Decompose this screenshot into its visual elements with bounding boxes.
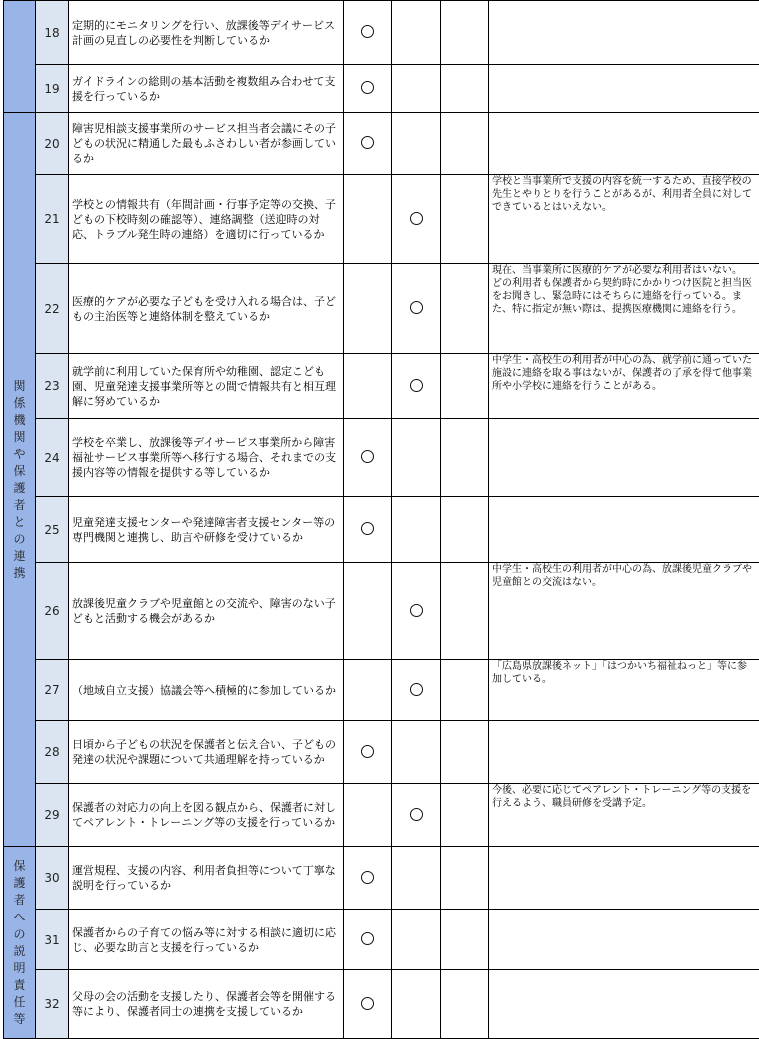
note-text (489, 910, 759, 970)
note-text (489, 419, 759, 497)
answer-no-cell (392, 721, 441, 784)
table-row (4, 264, 759, 354)
table-row (4, 660, 759, 721)
table-row (4, 113, 759, 175)
item-number: 30 (36, 847, 69, 910)
item-number: 23 (36, 354, 69, 419)
answer-no-cell (392, 113, 441, 175)
answer-yes-cell (344, 660, 392, 721)
answer-no-cell (392, 497, 441, 563)
table-row (4, 721, 759, 784)
item-text: 運営規程、支援の内容、利用者負担等について丁寧な説明を行っているか (69, 847, 344, 910)
answer-unknown-cell (441, 354, 489, 419)
circle-mark-icon (361, 871, 374, 884)
table-row (4, 563, 759, 660)
answer-no-cell (392, 910, 441, 970)
answer-unknown-cell (441, 910, 489, 970)
table-row (4, 354, 759, 419)
item-number: 18 (36, 1, 69, 65)
table-row (4, 910, 759, 970)
item-number: 32 (36, 970, 69, 1039)
circle-mark-icon (410, 604, 423, 617)
answer-unknown-cell (441, 65, 489, 113)
answer-yes-cell (344, 65, 392, 113)
answer-unknown-cell (441, 970, 489, 1039)
circle-mark-icon (410, 212, 423, 225)
item-text: （地域自立支援）協議会等へ積極的に参加しているか (69, 660, 344, 721)
table-row (4, 65, 759, 113)
item-text: 放課後児童クラブや児童館との交流や、障害のない子どもと活動する機会があるか (69, 563, 344, 660)
category-cell (4, 113, 36, 847)
answer-no-cell (392, 419, 441, 497)
note-text (489, 970, 759, 1039)
answer-no-cell (392, 175, 441, 264)
answer-yes-cell (344, 847, 392, 910)
table-row (4, 419, 759, 497)
note-text (489, 1, 759, 65)
item-number: 29 (36, 784, 69, 847)
answer-yes-cell (344, 113, 392, 175)
answer-unknown-cell (441, 721, 489, 784)
item-number: 19 (36, 65, 69, 113)
category-cell (4, 847, 36, 1039)
item-text: 定期的にモニタリングを行い、放課後等デイサービス計画の見直しの必要性を判断しているか (69, 1, 344, 65)
answer-yes-cell (344, 970, 392, 1039)
circle-mark-icon (361, 745, 374, 758)
answer-yes-cell (344, 264, 392, 354)
circle-mark-icon (361, 450, 374, 463)
answer-no-cell (392, 354, 441, 419)
note-text: 現在、当事業所に医療的ケアが必要な利用者はいない。 どの利用者も保護者から契約時にかかりつけ医院と担当医をお聞きし、緊急時にはそちらに連絡を行っている。また、特に指定が無い際は、提携医療機関に連絡を行う。 (489, 264, 759, 354)
answer-no-cell (392, 784, 441, 847)
item-text: 医療的ケアが必要な子どもを受け入れる場合は、子どもの主治医等と連絡体制を整えているか (69, 264, 344, 354)
item-number: 28 (36, 721, 69, 784)
item-number: 25 (36, 497, 69, 563)
answer-yes-cell (344, 497, 392, 563)
table-row (4, 847, 759, 910)
item-number: 31 (36, 910, 69, 970)
item-text: 保護者からの子育ての悩み等に対する相談に適切に応じ、必要な助言と支援を行っているか (69, 910, 344, 970)
answer-no-cell (392, 847, 441, 910)
item-number: 20 (36, 113, 69, 175)
answer-yes-cell (344, 1, 392, 65)
circle-mark-icon (410, 301, 423, 314)
item-text: 就学前に利用していた保育所や幼稚園、認定こども園、児童発達支援事業所等との間で情報共有と相互理解に努めているか (69, 354, 344, 419)
answer-no-cell (392, 1, 441, 65)
item-text: 障害児相談支援事業所のサービス担当者会議にその子どもの状況に精通した最もふさわしい者が参画しているか (69, 113, 344, 175)
answer-no-cell (392, 264, 441, 354)
circle-mark-icon (361, 932, 374, 945)
table-row (4, 1, 759, 65)
note-text: 今後、必要に応じてペアレント・トレーニング等の支援を行えるよう、職員研修を受講予定。 (489, 784, 759, 847)
circle-mark-icon (361, 997, 374, 1010)
answer-yes-cell (344, 354, 392, 419)
circle-mark-icon (410, 379, 423, 392)
answer-unknown-cell (441, 113, 489, 175)
item-text: 学校を卒業し、放課後等デイサービス事業所から障害福祉サービス事業所等へ移行する場合、それまでの支援内容等の情報を提供する等しているか (69, 419, 344, 497)
item-number: 24 (36, 419, 69, 497)
answer-unknown-cell (441, 264, 489, 354)
answer-unknown-cell (441, 1, 489, 65)
answer-unknown-cell (441, 660, 489, 721)
answer-yes-cell (344, 175, 392, 264)
item-text: 学校との情報共有（年間計画・行事予定等の交換、子どもの下校時刻の確認等）、連絡調整（送迎時の対応、トラブル発生時の連絡）を適切に行っているか (69, 175, 344, 264)
answer-no-cell (392, 660, 441, 721)
answer-unknown-cell (441, 497, 489, 563)
item-number: 26 (36, 563, 69, 660)
table-body (4, 1, 759, 1039)
circle-mark-icon (410, 683, 423, 696)
circle-mark-icon (361, 81, 374, 94)
answer-unknown-cell (441, 419, 489, 497)
table-row (4, 175, 759, 264)
item-number: 21 (36, 175, 69, 264)
note-text: 中学生・高校生の利用者が中心の為、就学前に通っていた施設に連絡を取る事はないが、保護者の了承を得て他事業所や小学校に連絡を行うことがある。 (489, 354, 759, 419)
circle-mark-icon (361, 136, 374, 149)
answer-unknown-cell (441, 563, 489, 660)
answer-unknown-cell (441, 784, 489, 847)
answer-yes-cell (344, 419, 392, 497)
evaluation-table (3, 0, 759, 1039)
note-text (489, 847, 759, 910)
answer-yes-cell (344, 784, 392, 847)
answer-yes-cell (344, 910, 392, 970)
circle-mark-icon (361, 522, 374, 535)
answer-unknown-cell (441, 175, 489, 264)
answer-no-cell (392, 563, 441, 660)
table-row (4, 784, 759, 847)
item-text: ガイドラインの総則の基本活動を複数組み合わせて支援を行っているか (69, 65, 344, 113)
item-text: 保護者の対応力の向上を図る観点から、保護者に対してペアレント・トレーニング等の支援を行っているか (69, 784, 344, 847)
note-text (489, 65, 759, 113)
table-row (4, 970, 759, 1039)
item-text: 児童発達支援センターや発達障害者支援センター等の専門機関と連携し、助言や研修を受けているか (69, 497, 344, 563)
item-number: 22 (36, 264, 69, 354)
item-text: 日頃から子どもの状況を保護者と伝え合い、子どもの発達の状況や課題について共通理解を持っているか (69, 721, 344, 784)
note-text: 学校と当事業所で支援の内容を統一するため、直接学校の先生とやりとりを行うことがあるが、利用者全員に対してできているとはいえない。 (489, 175, 759, 264)
note-text (489, 497, 759, 563)
answer-no-cell (392, 970, 441, 1039)
category-label: 保護者への説明責任等 (13, 858, 27, 1028)
answer-unknown-cell (441, 847, 489, 910)
item-text: 父母の会の活動を支援したり、保護者会等を開催する等により、保護者同士の連携を支援しているか (69, 970, 344, 1039)
answer-no-cell (392, 65, 441, 113)
answer-yes-cell (344, 563, 392, 660)
note-text: 中学生・高校生の利用者が中心の為、放課後児童クラブや児童館との交流はない。 (489, 563, 759, 660)
note-text (489, 113, 759, 175)
note-text: 「広島県放課後ネット」「はつかいち福祉ねっと」等に参加している。 (489, 660, 759, 721)
category-label: 関係機関や保護者との連携 (13, 378, 27, 582)
item-number: 27 (36, 660, 69, 721)
circle-mark-icon (410, 808, 423, 821)
table-row (4, 497, 759, 563)
circle-mark-icon (361, 25, 374, 38)
answer-yes-cell (344, 721, 392, 784)
category-cell (4, 1, 36, 113)
note-text (489, 721, 759, 784)
